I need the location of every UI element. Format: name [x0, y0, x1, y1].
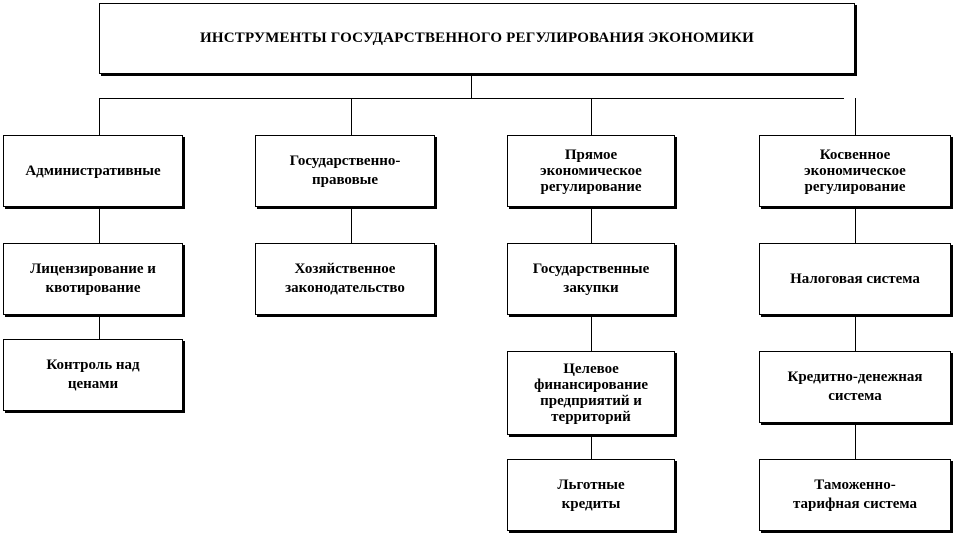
tool-label: Льготные кредиты: [557, 477, 625, 512]
tool-preferential-credits: [507, 459, 675, 531]
connector: [591, 207, 592, 243]
category-administrative: [3, 135, 183, 207]
tool-label: Налоговая система: [790, 270, 920, 287]
connector: [855, 207, 856, 243]
diagram-title-box: [99, 3, 855, 74]
connector: [591, 435, 592, 459]
tool-label: Хозяйственное законодательство: [285, 261, 405, 296]
connector: [855, 423, 856, 459]
tool-label: Государственные закупки: [532, 261, 650, 296]
tool-economic-legislation: [255, 243, 435, 315]
category-direct-regulation: [507, 135, 675, 207]
tool-public-procurement: [507, 243, 675, 315]
connector: [855, 315, 856, 351]
tool-label: Лицензирование и квотирование: [30, 261, 156, 296]
connector: [99, 207, 100, 243]
connector: [99, 98, 100, 135]
category-state-legal: [255, 135, 435, 207]
tool-targeted-financing: [507, 351, 675, 435]
tool-monetary-system: [759, 351, 951, 423]
connector: [591, 98, 592, 135]
connector: [351, 98, 352, 135]
connector: [855, 98, 856, 135]
tool-price-control: [3, 339, 183, 411]
connector: [99, 315, 100, 339]
connector: [351, 207, 352, 243]
connector: [591, 315, 592, 351]
tool-label: Контроль над ценами: [46, 357, 140, 392]
tool-customs-tariff-system: [759, 459, 951, 531]
tool-label: Кредитно-денежная система: [787, 369, 923, 404]
category-label: Административные: [25, 162, 161, 179]
tool-label: Таможенно- тарифная система: [792, 477, 918, 512]
tool-label: Целевое финансирование предприятий и территорий: [533, 361, 649, 425]
category-label: Косвенное экономическое регулирование: [804, 147, 906, 195]
category-label: Прямое экономическое регулирование: [540, 147, 642, 195]
category-label: Государственно- правовые: [289, 153, 401, 188]
category-indirect-regulation: [759, 135, 951, 207]
tool-tax-system: [759, 243, 951, 315]
tool-licensing-quotas: [3, 243, 183, 315]
diagram-title: ИНСТРУМЕНТЫ ГОСУДАРСТВЕННОГО РЕГУЛИРОВАНИЯ ЭКОНОМИКИ: [200, 30, 754, 46]
connector: [99, 98, 844, 99]
connector: [471, 74, 472, 98]
